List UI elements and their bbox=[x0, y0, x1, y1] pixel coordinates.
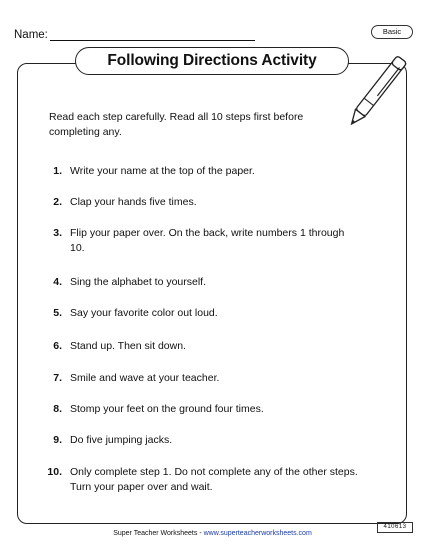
intro-text: Read each step carefully. Read all 10 steps first before completing any. bbox=[49, 111, 304, 138]
step-number: 9. bbox=[53, 434, 62, 446]
step-number: 2. bbox=[53, 196, 62, 208]
footer bbox=[0, 530, 425, 537]
document-id: 410613 bbox=[377, 522, 413, 533]
step-text: Stomp your feet on the ground four times. bbox=[70, 403, 264, 415]
step-text: Say your favorite color out loud. bbox=[70, 307, 218, 319]
step-number: 1. bbox=[53, 165, 62, 177]
step-text: Do five jumping jacks. bbox=[70, 434, 173, 446]
footer-separator: - bbox=[197, 530, 204, 537]
step-text: Only complete step 1. Do not complete any of the other steps. Turn your paper over and wait. bbox=[70, 466, 358, 493]
step-number: 8. bbox=[53, 403, 62, 415]
step-text: Stand up. Then sit down. bbox=[70, 340, 186, 352]
worksheet-title: Following Directions Activity bbox=[75, 47, 349, 75]
level-badge: Basic bbox=[371, 25, 413, 39]
pen-icon bbox=[340, 44, 410, 144]
step-text: Write your name at the top of the paper. bbox=[70, 165, 255, 177]
step-number: 7. bbox=[53, 372, 62, 384]
step-number: 4. bbox=[53, 276, 62, 288]
step-text: Smile and wave at your teacher. bbox=[70, 372, 220, 384]
name-label: Name: bbox=[14, 29, 48, 41]
footer-brand: Super Teacher Worksheets bbox=[113, 530, 198, 537]
step-text: Sing the alphabet to yourself. bbox=[70, 276, 207, 288]
step-number: 5. bbox=[53, 307, 62, 319]
step-text: Flip your paper over. On the back, write numbers 1 through 10. bbox=[70, 227, 345, 254]
step-number: 10. bbox=[47, 466, 62, 478]
step-number: 6. bbox=[53, 340, 62, 352]
step-text: Clap your hands five times. bbox=[70, 196, 197, 208]
name-line bbox=[50, 40, 255, 41]
footer-site-link[interactable]: www.superteacherworksheets.com bbox=[203, 530, 312, 537]
step-number: 3. bbox=[53, 227, 62, 239]
